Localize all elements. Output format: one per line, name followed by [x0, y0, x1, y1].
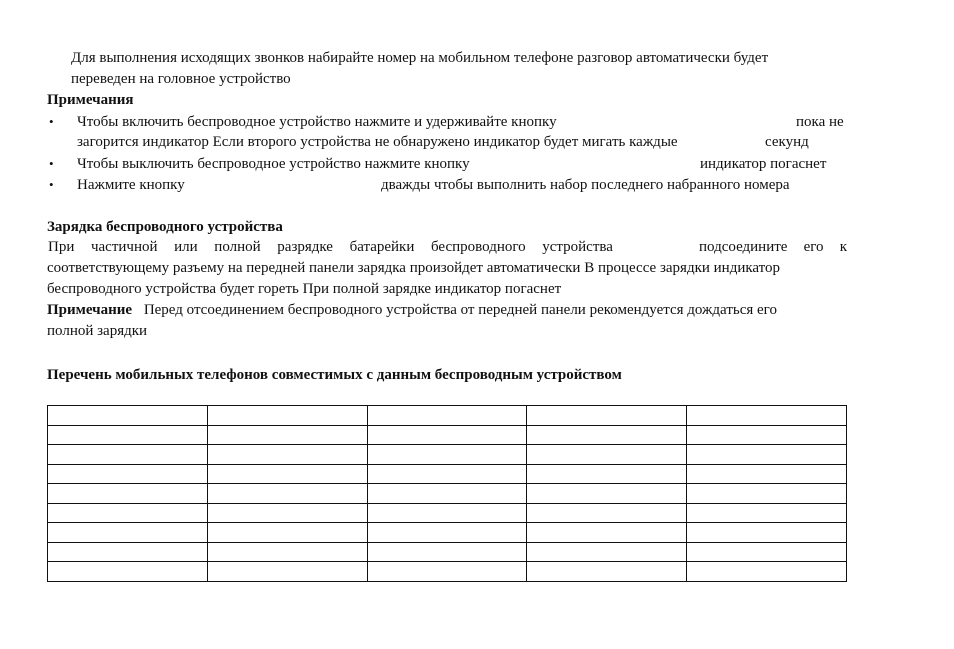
- table-row: [48, 484, 847, 504]
- table-cell: [207, 445, 367, 465]
- table-row: [48, 542, 847, 562]
- table-row: [48, 562, 847, 582]
- word: батарейки: [349, 239, 415, 255]
- intro-line-1: Для выполнения исходящих звонков набирайте номер на мобильном телефоне разговор автоматически будет: [71, 50, 769, 66]
- notes-heading: Примечания: [47, 92, 134, 108]
- table-cell: [207, 542, 367, 562]
- table-cell: [48, 464, 208, 484]
- charging-note-text: Перед отсоединением беспроводного устройства от передней панели рекомендуется дождаться его: [143, 302, 777, 318]
- note-item-2-text: Чтобы выключить беспроводное устройство нажмите кнопку: [77, 156, 470, 172]
- table-cell: [527, 406, 687, 426]
- table-cell: [687, 562, 847, 582]
- table-cell: [527, 503, 687, 523]
- table-cell: [207, 562, 367, 582]
- word: полной: [214, 239, 261, 255]
- word: подсоедините: [699, 239, 788, 255]
- intro-line-2: переведен на головное устройство: [71, 71, 291, 87]
- table-cell: [527, 464, 687, 484]
- table-cell: [367, 406, 527, 426]
- table-row: [48, 503, 847, 523]
- table-cell: [367, 445, 527, 465]
- table-cell: [48, 542, 208, 562]
- table-cell: [687, 406, 847, 426]
- table-cell: [687, 484, 847, 504]
- table-cell: [207, 523, 367, 543]
- table-cell: [48, 523, 208, 543]
- note-item-1-line-2-tail: секунд: [765, 134, 809, 150]
- table-row: [48, 445, 847, 465]
- table-cell: [48, 484, 208, 504]
- table-cell: [367, 464, 527, 484]
- table-row: [48, 425, 847, 445]
- word: частичной: [90, 239, 158, 255]
- charging-line-1-lead: [48, 238, 613, 256]
- table-cell: [527, 542, 687, 562]
- table-cell: [367, 542, 527, 562]
- table-cell: [48, 503, 208, 523]
- table-cell: [207, 425, 367, 445]
- word: или: [174, 239, 198, 255]
- table-cell: [48, 562, 208, 582]
- table-cell: [367, 425, 527, 445]
- table-cell: [687, 503, 847, 523]
- word: При: [48, 239, 75, 255]
- charging-note-line-1: [47, 301, 777, 319]
- word: к: [839, 239, 847, 255]
- table-cell: [687, 542, 847, 562]
- note-item-3-tail: дважды чтобы выполнить набор последнего набранного номера: [381, 177, 790, 193]
- phones-table: [47, 405, 847, 582]
- word: разрядке: [277, 239, 333, 255]
- table-cell: [527, 425, 687, 445]
- charging-note-label: Примечание: [47, 302, 133, 318]
- note-item-2-tail: индикатор погаснет: [700, 156, 827, 172]
- table-cell: [527, 523, 687, 543]
- note-item-3-text: Нажмите кнопку: [77, 177, 185, 193]
- table-cell: [207, 406, 367, 426]
- table-row: [48, 464, 847, 484]
- table-cell: [207, 484, 367, 504]
- table-cell: [687, 464, 847, 484]
- table-cell: [48, 406, 208, 426]
- table-cell: [48, 425, 208, 445]
- table-row: [48, 406, 847, 426]
- table-cell: [527, 484, 687, 504]
- table-cell: [687, 523, 847, 543]
- table-cell: [367, 523, 527, 543]
- table-cell: [527, 562, 687, 582]
- charging-line-3: беспроводного устройства будет гореть При полной зарядке индикатор погаснет: [47, 281, 562, 297]
- table-row: [48, 523, 847, 543]
- table-cell: [207, 464, 367, 484]
- charging-line-1-tail: [699, 238, 847, 256]
- charging-note-line-2: полной зарядки: [47, 323, 148, 339]
- table-cell: [48, 445, 208, 465]
- note-item-1-text: Чтобы включить беспроводное устройство нажмите и удерживайте кнопку: [77, 114, 557, 130]
- bullet-icon: •: [49, 177, 54, 192]
- word: беспроводного: [431, 239, 526, 255]
- table-cell: [527, 445, 687, 465]
- phones-heading: Перечень мобильных телефонов совместимых с данным беспроводным устройством: [47, 367, 622, 383]
- bullet-icon: •: [49, 114, 54, 129]
- word: устройства: [542, 239, 613, 255]
- table-cell: [367, 503, 527, 523]
- note-item-1-line-2: загорится индикатор Если второго устройства не обнаружено индикатор будет мигать каждые: [77, 134, 678, 150]
- table-cell: [207, 503, 367, 523]
- charging-line-1: [48, 238, 847, 256]
- table-cell: [687, 445, 847, 465]
- table-cell: [687, 425, 847, 445]
- bullet-icon: •: [49, 156, 54, 171]
- charging-heading: Зарядка беспроводного устройства: [47, 219, 283, 235]
- note-item-1-tail: пока не: [796, 114, 844, 130]
- word: его: [803, 239, 824, 255]
- charging-line-2: соответствующему разъему на передней панели зарядка произойдет автоматически В процессе зарядки индикатор: [47, 260, 781, 276]
- table-cell: [367, 484, 527, 504]
- table-cell: [367, 562, 527, 582]
